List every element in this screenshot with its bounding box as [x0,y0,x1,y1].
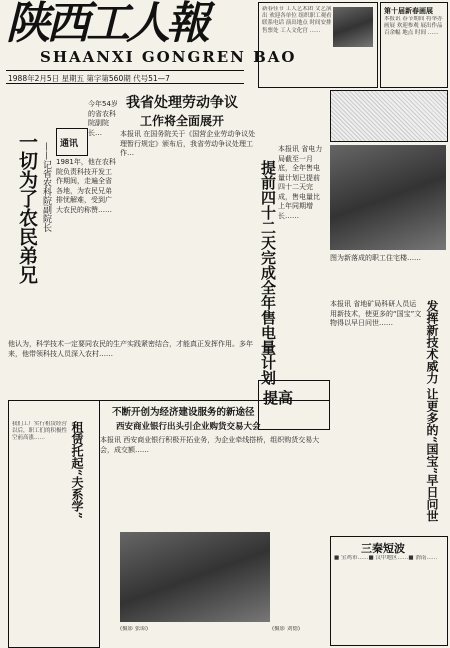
right-column-body: 本报讯 省地矿局科研人员运用新技术，使更多的“国宝”文物得以早日问世…… [330,300,422,327]
bottom-center-label: (摄影 张昭) [120,626,149,632]
top-ad-box [258,2,378,88]
right-top-box [380,2,448,88]
bottom-center-photo [120,532,270,622]
industry-headline: 不断开创为经济建设服务的新途径 [112,407,255,418]
electric-article-body: 本报讯 省电力局截至一月底，全年售电量计划已提前四十二天完成，售电量比上年同期增长…… [278,145,323,220]
left-top-body: 今年54岁的省农科院副院长… [88,100,118,137]
industry-subhead: 西安商业银行出头引企业购货交易大会 [116,422,261,432]
masthead-pinyin: SHAANXI GONGREN BAO [40,48,297,66]
notice-box [330,90,448,142]
right-banner: 发挥新技术威力 让更多的“国宝”早日问世 [425,300,439,522]
bottom-left-text: 我们工厂实行租赁经营以后，职工们的积极性空前高涨…… [12,421,67,442]
center-body-text: 本报讯 在国务院关于《国营企业劳动争议处理暂行规定》颁布后，我省劳动争议处理工作… [120,130,256,157]
left-vertical-subhead: ——记省农科院副院长 [41,142,51,232]
left-feature-body-2: 他认为，科学技术一定要同农民的生产实践紧密结合，才能真正发挥作用。多年来，他带领科技人员深入农村…… [8,340,253,358]
bottom-center-caption [120,626,270,640]
bottom-right-label: (摄影 刘德) [272,626,301,632]
bottom-left-title: 租赁托起“夫系学” [70,421,84,519]
bottom-right-caption [272,626,328,640]
industry-body: 本报讯 西安商业银行积极开拓业务，为企业牵线搭桥，组织购货交易大会，成交额…… [100,436,320,454]
calligraphy-box [258,380,330,430]
center-vertical-headline: 提前四十二天完成全年售电量计划 [259,160,277,385]
dateline: 1988年2月5日 星期五 第字第560期 代号51—7 [8,74,170,83]
center-headline: 我省处理劳动争议 [126,95,238,111]
dateline-rule [6,83,244,84]
calligraphy-text: 提高 [263,389,294,407]
right-top-box-title: 第十届新春画展 [384,6,433,15]
masthead-rule [6,70,244,71]
building-photo [330,145,446,250]
center-body [120,130,258,305]
bottom-left-box [8,400,100,648]
masthead-title: 陕西工人報 [6,0,206,49]
left-vertical-headline: 一切为了农民弟兄 [16,132,38,284]
right-top-box-text: 本报讯 春节期间 将举办画展 欢迎参观 展出作品 百余幅 地点 时间 …… [384,16,443,37]
bottom-right-box [330,536,448,646]
bottom-right-title: 三秦短波 [361,542,405,555]
bottom-right-text: ■ 宝鸡市……■ 汉中地区……■ 渭南…… [334,555,438,561]
top-ad-graphic [333,7,373,47]
photo-caption: 图为新落成的职工住宅楼…… [330,254,421,262]
left-box-title: 通讯 [60,139,79,149]
top-ad-text: 新春佳节 工人艺术团 文艺演出 欢迎各单位 组织职工观看 联系电话 演出地点 时间安排 售票处 工人文化宫 …… [262,6,332,34]
center-subhead: 工作将全面展开 [140,114,225,128]
left-feature-body: 1981年，他在农科院负责科技开发工作期间，走遍全省各地，为农民兄弟排忧解难，受到广大农民的称赞…… [56,158,116,214]
left-box [56,128,88,156]
